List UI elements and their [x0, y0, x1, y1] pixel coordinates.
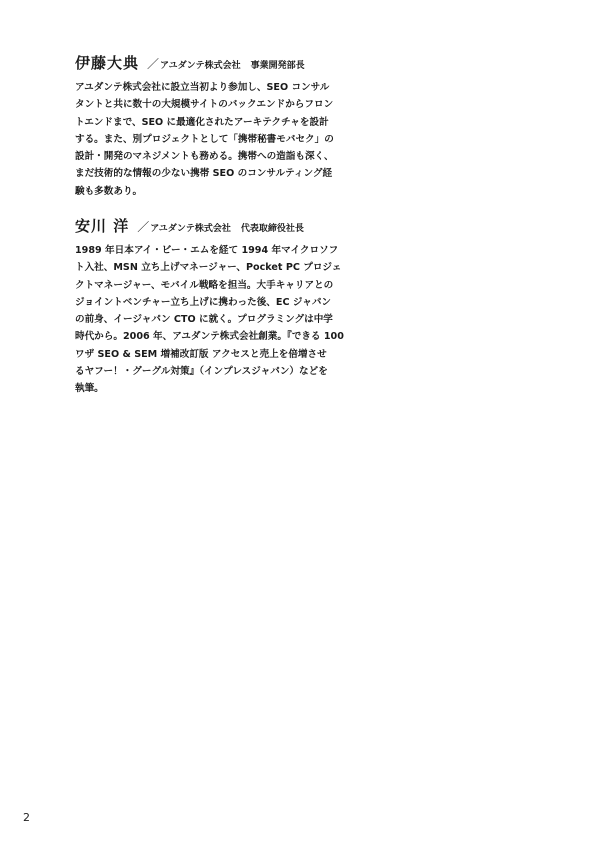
author-name: 伊藤大典: [75, 54, 140, 72]
bio-line: まだ技術的な情報の少ない携帯 SEO のコンサルティング経: [75, 168, 333, 180]
page-number: 2: [23, 811, 30, 824]
job-title: 代表取締役社長: [240, 224, 304, 234]
bio-line: トエンドまで、SEO に最適化されたアーキテクチャを設計: [75, 116, 329, 128]
company-name: アユダンテ株式会社: [160, 61, 241, 71]
bio-line: 験も多数あり。: [75, 185, 143, 197]
bio-line: クトマネージャー、モバイル戦略を担当。大手キャリアとの: [75, 279, 334, 291]
bio-line: ワザ SEO & SEM 増補改訂版 アクセスと売上を倍増させ: [75, 348, 327, 360]
bio-line: 時代から。2006 年、アユダンテ株式会社創業。『できる 100: [75, 331, 344, 343]
profile-header: [75, 52, 535, 73]
bio-line: 1989 年日本アイ・ビー・エムを経て 1994 年マイクロソフ: [75, 245, 339, 256]
author-profile: [75, 215, 535, 398]
bio-line: アユダンテ株式会社に設立当初より参加し、SEO コンサル: [75, 82, 330, 93]
company-name: アユダンテ株式会社: [150, 224, 231, 234]
author-bio: [75, 242, 535, 398]
separator: ／: [137, 220, 150, 234]
job-title: 事業開発部長: [250, 61, 305, 71]
author-name: 安川 洋: [75, 217, 130, 235]
bio-line: 執筆。: [75, 383, 104, 395]
bio-line: 設計・開発のマネジメントも務める。携帯への造詣も深く、: [75, 151, 334, 163]
bio-line: ト入社、MSN 立ち上げマネージャー、Pocket PC プロジェ: [75, 262, 342, 274]
profile-header: [75, 215, 535, 236]
separator: ／: [147, 57, 160, 71]
author-bio: [75, 79, 535, 200]
bio-line: する。また、別プロジェクトとして「携帯秘書モバセク」の: [75, 133, 334, 145]
bio-line: の前身、イージャパン CTO に就く。プログラミングは中学: [75, 314, 333, 326]
bio-line: タントと共に数十の大規模サイトのバックエンドからフロン: [75, 99, 334, 111]
bio-line: ジョイントベンチャー立ち上げに携わった後、EC ジャパン: [75, 296, 332, 308]
author-profile: [75, 52, 535, 200]
bio-line: るヤフー！・グーグル対策』（インプレスジャパン）などを: [75, 366, 328, 378]
